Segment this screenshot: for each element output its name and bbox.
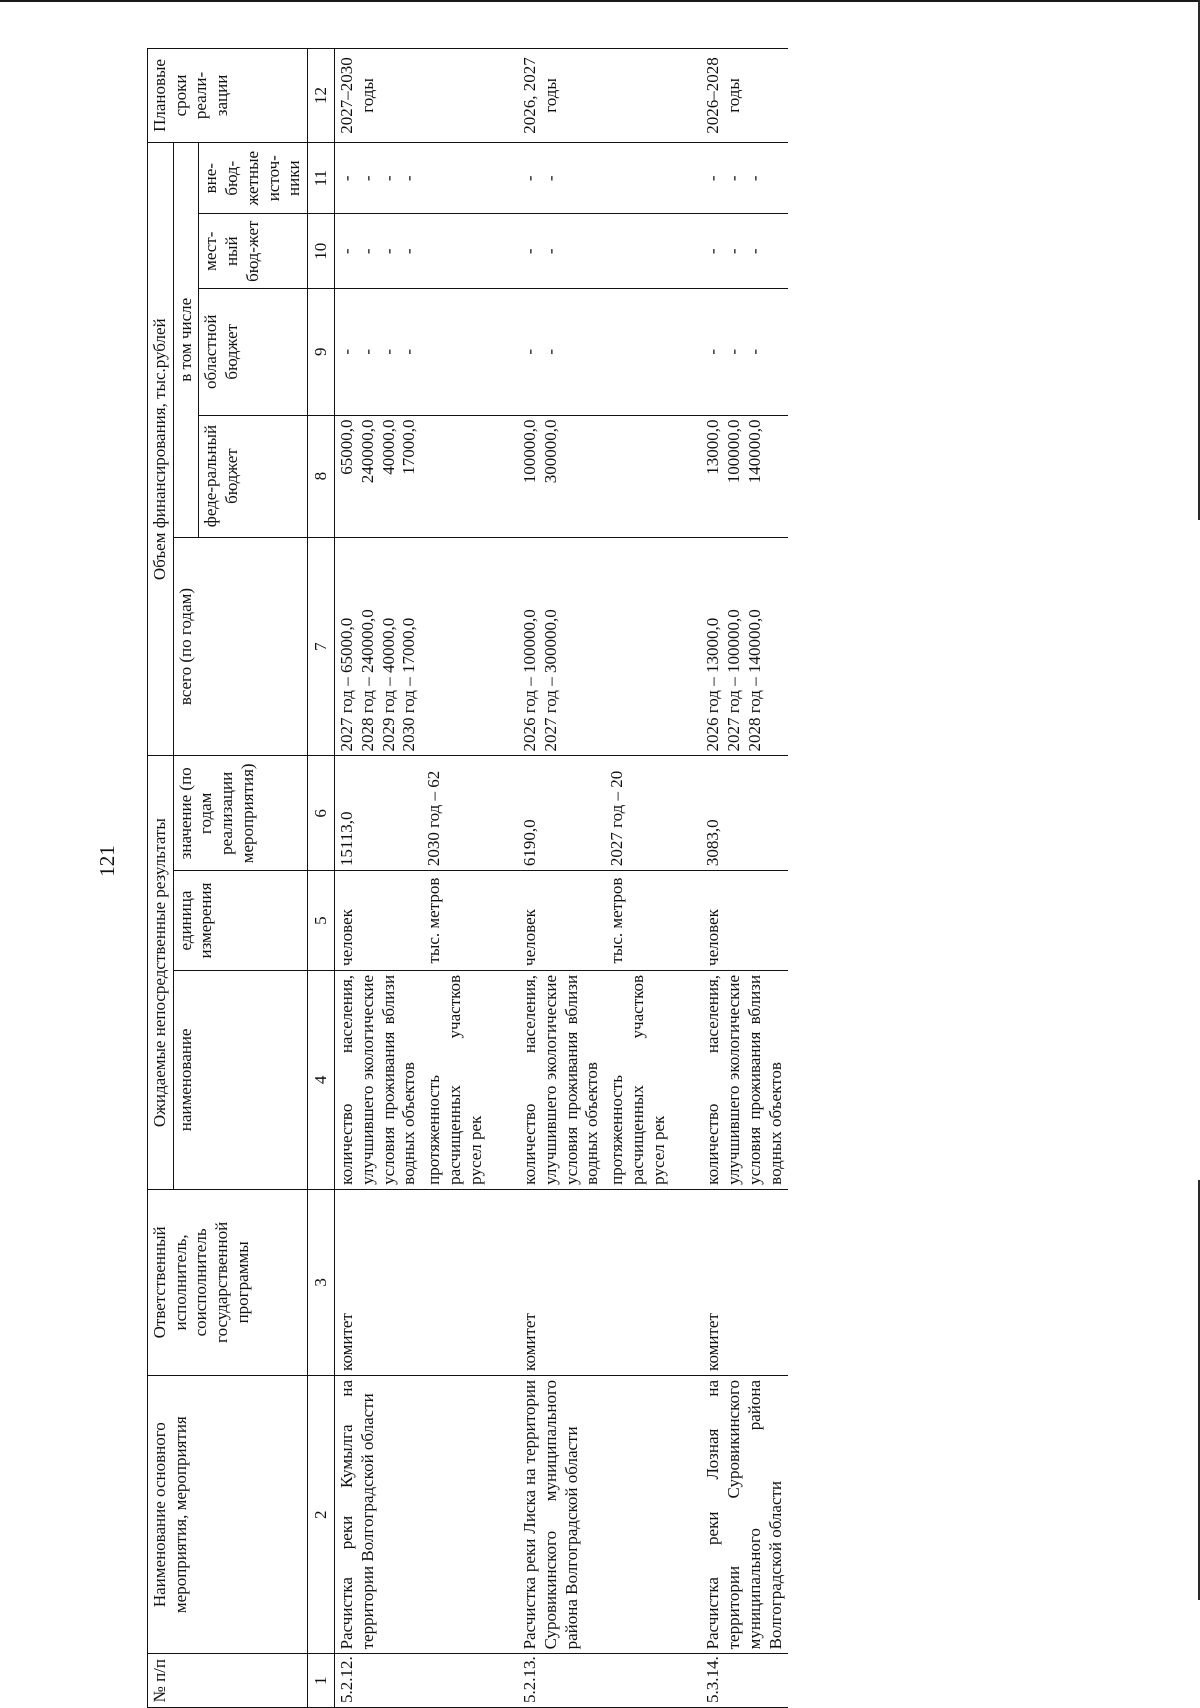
header-result-unit: единица измерения xyxy=(173,871,307,971)
federal-value: 17000,0 xyxy=(399,419,419,475)
local-value: - xyxy=(399,248,419,255)
federal-value: 140000,0 xyxy=(744,419,764,484)
page-number: 121 xyxy=(95,845,119,877)
regional-value: - xyxy=(378,348,398,355)
local-value: - xyxy=(357,248,377,255)
planned-term: 2026, 2027 годы xyxy=(518,49,671,143)
result-value: 15113,0 xyxy=(335,756,422,871)
column-number: 6 xyxy=(308,756,335,871)
result-name: количество населения, улучшившего экологические условия проживания вблизи водных объектов xyxy=(335,970,422,1189)
header-regional: областной бюджет xyxy=(199,288,308,415)
offbudget-value: - xyxy=(357,175,377,182)
federal-value: 300000,0 xyxy=(541,419,561,484)
row-spacer xyxy=(488,49,518,1708)
local-budget xyxy=(518,214,671,288)
result-name: протяженность расчищенных участков русел рек xyxy=(605,970,671,1189)
column-number: 11 xyxy=(308,142,335,214)
result-value: 3083,0 xyxy=(701,756,788,871)
total-line: 2029 год – 40000,0 xyxy=(378,617,398,752)
table-row xyxy=(335,49,422,1708)
regional-budget xyxy=(518,288,671,415)
column-number: 1 xyxy=(308,1654,335,1708)
column-number: 8 xyxy=(308,415,335,537)
local-value: - xyxy=(541,248,561,255)
regional-value: - xyxy=(520,348,540,355)
result-unit: тыс. метров xyxy=(605,871,671,971)
regional-value: - xyxy=(724,348,744,355)
local-value: - xyxy=(520,248,540,255)
federal-value: 40000,0 xyxy=(378,419,398,475)
total-line: 2028 год – 240000,0 xyxy=(357,609,377,752)
column-number: 2 xyxy=(308,1375,335,1653)
header-result-name: наименование xyxy=(173,970,307,1189)
header-federal: феде-ральный бюджет xyxy=(199,415,308,537)
total-line: 2027 год – 100000,0 xyxy=(724,609,744,752)
column-number: 3 xyxy=(308,1189,335,1375)
table-body xyxy=(335,49,789,1708)
row-spacer xyxy=(671,49,701,1708)
header-activity: Наименование основного мероприятия, мероприятия xyxy=(148,1375,308,1653)
header-offbudget: вне-бюд-жетные источ-ники xyxy=(199,142,308,214)
result-value: 2030 год – 62 xyxy=(422,756,488,871)
header-result-value: значение (по годам реализации мероприятия) xyxy=(173,756,307,871)
table-row xyxy=(518,49,605,1708)
result-unit: тыс. метров xyxy=(422,871,488,971)
offbudget-value: - xyxy=(378,175,398,182)
result-unit: человек xyxy=(701,871,788,971)
total-by-years xyxy=(518,537,671,756)
local-value: - xyxy=(337,248,357,255)
offbudget-value: - xyxy=(399,175,419,182)
offbudget-value: - xyxy=(541,175,561,182)
column-number: 9 xyxy=(308,288,335,415)
local-value: - xyxy=(744,248,764,255)
total-line: 2026 год – 13000,0 xyxy=(703,617,723,752)
offbudget-value: - xyxy=(703,175,723,182)
local-budget xyxy=(335,214,489,288)
federal-budget xyxy=(701,415,788,537)
total-line: 2027 год – 300000,0 xyxy=(541,609,561,752)
total-by-years xyxy=(335,537,489,756)
executor: комитет xyxy=(518,1189,671,1375)
federal-value: 13000,0 xyxy=(703,419,723,475)
header-term: Плановые сроки реали-зации xyxy=(148,49,308,143)
column-number: 4 xyxy=(308,970,335,1189)
activity-name: Расчистка реки Кумылга на территории Волгоградской области xyxy=(335,1375,489,1653)
federal-value: 100000,0 xyxy=(520,419,540,484)
total-by-years xyxy=(701,537,788,756)
scan-top-edge xyxy=(0,0,1200,2)
program-table xyxy=(147,48,788,1708)
result-name: количество населения, улучшившего экологические условия проживания вблизи водных объектов xyxy=(518,970,605,1189)
offbudget-value: - xyxy=(337,175,357,182)
local-value: - xyxy=(724,248,744,255)
column-number-row xyxy=(308,49,335,1708)
offbudget-sources xyxy=(701,142,788,214)
table-row xyxy=(701,49,788,1708)
total-line: 2030 год – 17000,0 xyxy=(399,617,419,752)
result-value: 6190,0 xyxy=(518,756,605,871)
local-budget xyxy=(701,214,788,288)
header-executor: Ответственный исполнитель, соисполнитель государственной программы xyxy=(148,1189,308,1375)
activity-name: Расчистка реки Лиска на территории Суровикинского муниципального района Волгоградской области xyxy=(518,1375,671,1653)
column-number: 5 xyxy=(308,871,335,971)
local-value: - xyxy=(378,248,398,255)
activity-name: Расчистка реки Лозная на территории Суровикинского муниципального района Волгоградской области xyxy=(701,1375,788,1653)
offbudget-sources xyxy=(335,142,489,214)
federal-budget xyxy=(518,415,671,537)
regional-value: - xyxy=(703,348,723,355)
row-number: 5.2.13. xyxy=(518,1654,671,1708)
regional-budget xyxy=(701,288,788,415)
planned-term: 2026–2028 годы xyxy=(701,49,788,143)
executor: комитет xyxy=(701,1189,788,1375)
header-including: в том числе xyxy=(173,142,199,537)
federal-value: 65000,0 xyxy=(337,419,357,475)
row-number: 5.2.12. xyxy=(335,1654,489,1708)
offbudget-value: - xyxy=(520,175,540,182)
column-number: 10 xyxy=(308,214,335,288)
column-number: 12 xyxy=(308,49,335,143)
table-header xyxy=(148,49,335,1708)
result-unit: человек xyxy=(335,871,422,971)
offbudget-sources xyxy=(518,142,671,214)
regional-budget xyxy=(335,288,489,415)
result-unit: человек xyxy=(518,871,605,971)
result-name: количество населения, улучшившего экологические условия проживания вблизи водных объектов xyxy=(701,970,788,1189)
total-line: 2027 год – 65000,0 xyxy=(337,617,357,752)
regional-value: - xyxy=(357,348,377,355)
regional-value: - xyxy=(744,348,764,355)
total-line: 2028 год – 140000,0 xyxy=(744,609,764,752)
rotated-page xyxy=(147,48,1200,1708)
header-results: Ожидаемые непосредственные результаты xyxy=(148,756,174,1189)
offbudget-value: - xyxy=(744,175,764,182)
result-name: протяженность расчищенных участков русел рек xyxy=(422,970,488,1189)
regional-value: - xyxy=(541,348,561,355)
result-value: 2027 год – 20 xyxy=(605,756,671,871)
regional-value: - xyxy=(399,348,419,355)
header-total: всего (по годам) xyxy=(173,537,307,756)
header-local: мест-ный бюд-жет xyxy=(199,214,308,288)
federal-value: 240000,0 xyxy=(357,419,377,484)
header-num: № п/п xyxy=(148,1654,308,1708)
row-number: 5.3.14. xyxy=(701,1654,788,1708)
offbudget-value: - xyxy=(724,175,744,182)
federal-budget xyxy=(335,415,489,537)
local-value: - xyxy=(703,248,723,255)
executor: комитет xyxy=(335,1189,489,1375)
total-line: 2026 год – 100000,0 xyxy=(520,609,540,752)
column-number: 7 xyxy=(308,537,335,756)
regional-value: - xyxy=(337,348,357,355)
federal-value: 100000,0 xyxy=(724,419,744,484)
planned-term: 2027–2030 годы xyxy=(335,49,489,143)
header-finance: Объем финансирования, тыс.рублей xyxy=(148,142,174,756)
